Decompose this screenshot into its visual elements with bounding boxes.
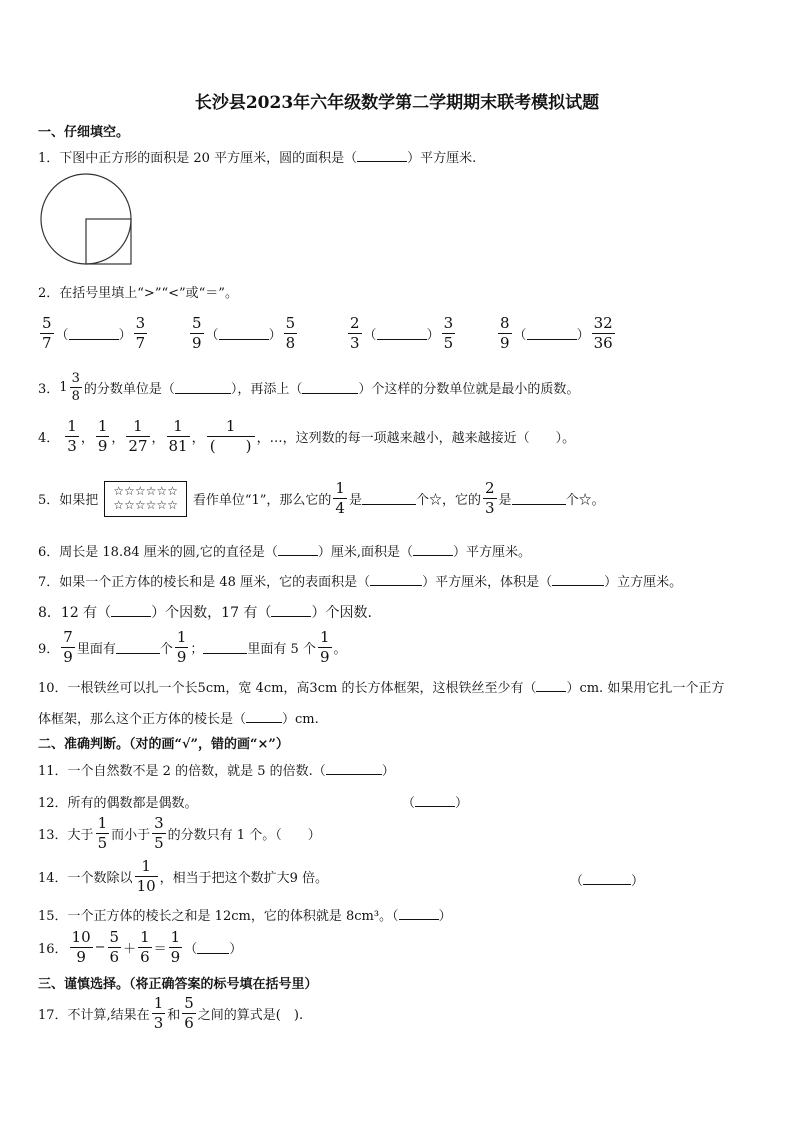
answer-blank[interactable] xyxy=(302,381,358,394)
compare-fractions-row xyxy=(38,316,758,351)
question-number: 16． xyxy=(38,942,68,957)
question-14: 14． 一个数除以 $\frac{1}{10}$ ，相当于把这个数扩大9 倍。 xyxy=(38,857,329,895)
question-2: 2．在括号里填上“>”“<”或“＝”。 xyxy=(38,286,238,301)
question-number: 13． xyxy=(38,828,68,843)
question-3: 3． 1 $\frac{3}{8}$ 的分数单位是（ ），再添上（ ）个这样的分数单位就是最小的质数。 xyxy=(38,371,580,404)
question-number: 14． xyxy=(38,871,68,886)
question-number: 3． xyxy=(38,382,60,397)
question-number: 6． xyxy=(38,545,60,560)
question-4: 4． $\frac{1}{3}$ ， $\frac{1}{9}$ ， $\frac{1}{27}$ ， $\frac{1}{81}$ ， $\frac{1}{( )}$ ，…，这列数的每一项越来越小，越来越接近（ ）。 xyxy=(38,417,576,455)
question-number: 1． xyxy=(38,151,60,166)
question-14-answer: （ ） xyxy=(570,874,645,889)
mixed-number: 1 $\frac{3}{8}$ xyxy=(59,371,80,404)
answer-blank[interactable] xyxy=(362,492,416,505)
question-9: 9． $\frac{7}{9}$ 里面有 个 $\frac{1}{9}$ ； 里面有 5 个 $\frac{1}{9}$ 。 xyxy=(38,628,347,666)
question-number: 7． xyxy=(38,575,60,590)
question-number: 15． xyxy=(38,909,68,924)
question-number: 5． xyxy=(38,493,60,509)
question-11: 11．一个自然数不是 2 的倍数，就是 5 的倍数.（ ） xyxy=(38,764,395,779)
answer-blank[interactable] xyxy=(357,149,407,162)
answer-blank[interactable] xyxy=(203,641,247,654)
question-10-line-2: 体框架，那么这个正方体的棱长是（ ）cm. xyxy=(38,712,319,727)
answer-blank[interactable] xyxy=(552,573,604,586)
question-7: 7．如果一个正方体的棱长和是 48 厘米，它的表面积是（ ）平方厘米，体积是（ ）立方厘米。 xyxy=(38,575,683,590)
question-number: 4． xyxy=(38,431,60,446)
square-shape xyxy=(86,219,131,264)
answer-blank[interactable] xyxy=(111,604,151,617)
compare-pair-2: $\frac{5}{9}$ （ ） $\frac{5}{8}$ xyxy=(192,314,296,352)
answer-blank[interactable] xyxy=(413,543,453,556)
section-heading-choice: 三、谨慎选择。（将正确答案的标号填在括号里） xyxy=(38,977,318,992)
answer-blank[interactable] xyxy=(175,381,231,394)
answer-blank[interactable] xyxy=(116,641,160,654)
compare-pair-3: $\frac{2}{3}$ （ ） $\frac{3}{5}$ xyxy=(350,314,454,352)
answer-blank[interactable] xyxy=(370,573,422,586)
question-5: 5． 如果把 ☆☆☆☆☆☆ ☆☆☆☆☆☆ 看作单位“1”，那么它的 $\frac{1}{4}$ 是 个☆，它的 $\frac{2}{3}$ 是 个☆。 xyxy=(38,479,605,518)
question-6: 6．周长是 18.84 厘米的圆,它的直径是（ ）厘米,面积是（ ）平方厘米。 xyxy=(38,545,532,560)
circle-square-figure xyxy=(40,173,136,269)
answer-blank[interactable] xyxy=(536,679,566,692)
answer-blank[interactable] xyxy=(512,492,566,505)
answer-blank[interactable] xyxy=(326,762,382,775)
question-16: 16． $\frac{10}{9}$ − $\frac{5}{6}$ ＋ $\frac{1}{6}$ ＝ $\frac{1}{9}$ （ ） xyxy=(38,928,243,966)
question-number: 8． xyxy=(38,605,61,621)
question-number: 11． xyxy=(38,764,68,779)
answer-blank[interactable] xyxy=(278,543,318,556)
section-heading-fill-blank: 一、仔细填空。 xyxy=(38,125,130,140)
question-8: 8．12 有（ ）个因数，17 有（ ）个因数. xyxy=(38,605,372,621)
compare-pair-1: $\frac{5}{7}$ （ ） $\frac{3}{7}$ xyxy=(42,314,146,352)
answer-blank[interactable]: ( ) xyxy=(209,437,252,455)
compare-blank[interactable] xyxy=(377,327,427,340)
question-number: 17． xyxy=(38,1008,68,1023)
answer-blank[interactable] xyxy=(583,872,631,885)
answer-blank[interactable] xyxy=(246,710,282,723)
question-number: 9． xyxy=(38,642,60,657)
page-title: 长沙县2023年六年级数学第二学期期末联考模拟试题 xyxy=(194,93,600,113)
answer-blank[interactable] xyxy=(399,907,439,920)
answer-blank[interactable] xyxy=(197,941,229,954)
compare-blank[interactable] xyxy=(219,327,269,340)
question-number: 10． xyxy=(38,681,68,696)
star-box: ☆☆☆☆☆☆ ☆☆☆☆☆☆ xyxy=(104,481,187,517)
question-number: 2． xyxy=(38,286,60,301)
compare-blank[interactable] xyxy=(527,327,577,340)
compare-blank[interactable] xyxy=(69,327,119,340)
question-1: 1．下图中正方形的面积是 20 平方厘米，圆的面积是（ ）平方厘米. xyxy=(38,151,477,166)
compare-pair-4: $\frac{8}{9}$ （ ） $\frac{32}{36}$ xyxy=(500,314,613,352)
question-13: 13． 大于 $\frac{1}{5}$ 而小于 $\frac{3}{5}$ 的分数只有 1 个。（ ） xyxy=(38,814,321,852)
question-12-answer: （ ） xyxy=(402,796,469,811)
question-17: 17． 不计算,结果在 $\frac{1}{3}$ 和 $\frac{5}{6}$ 之间的算式是( ). xyxy=(38,994,304,1032)
question-number: 12． xyxy=(38,796,68,811)
question-10: 10．一根铁丝可以扎一个长5cm，宽 4cm，高3cm 的长方体框架，这根铁丝至少有（ ）cm. 如果用它扎一个正方 xyxy=(38,681,725,696)
answer-blank[interactable] xyxy=(271,604,311,617)
section-heading-judge: 二、准确判断。（对的画“√”，错的画“×”） xyxy=(38,737,289,752)
question-12: 12．所有的偶数都是偶数。 xyxy=(38,796,198,811)
question-15: 15．一个正方体的棱长之和是 12cm，它的体积就是 8cm³。（ ） xyxy=(38,909,452,924)
answer-blank[interactable] xyxy=(415,794,455,807)
